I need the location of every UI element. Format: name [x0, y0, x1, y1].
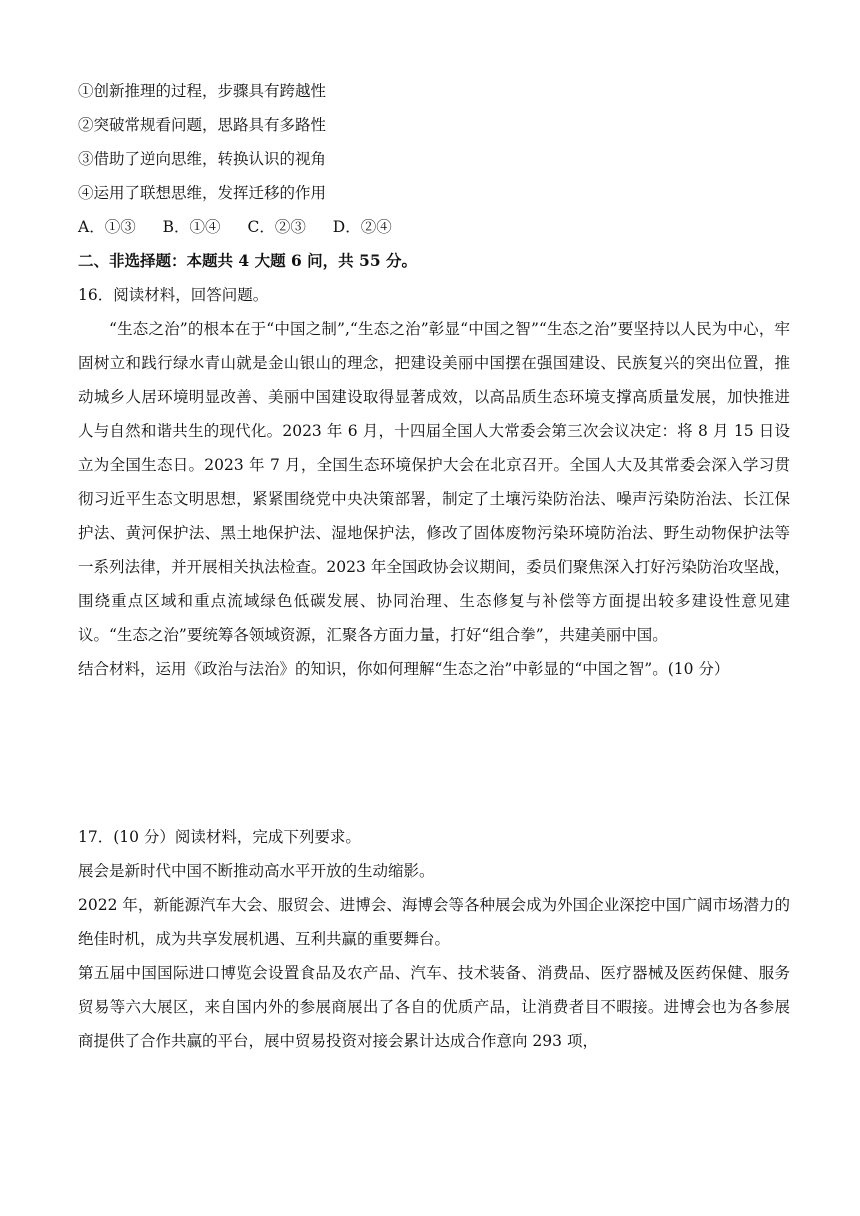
section-heading: 二、非选择题：本题共 4 大题 6 问，共 55 分。 — [78, 251, 418, 270]
q15-options — [78, 210, 790, 244]
q17-stem: 17．(10 分）阅读材料，完成下列要求。 — [78, 828, 361, 846]
q16-question: 结合材料，运用《政治与法治》的知识，你如何理解“生态之治”中彰显的“中国之智”。(10 分） — [78, 660, 730, 678]
q16-answer-space — [78, 686, 790, 820]
q15-option-a: A．①③ — [78, 218, 136, 236]
q15-option-d: D．②④ — [332, 218, 392, 236]
q15-option-c: C．②③ — [247, 218, 306, 236]
q16-material: “生态之治”的根本在于“中国之制”,“生态之治”彰显“中国之智”“生态之治”要坚持以人民为中心，牢固树立和践行绿水青山就是金山银山的理念，把建设美丽中国摆在强国建设、民族复兴的突出位置，推动城乡人居环境明显改善、美丽中国建设取得显著成效，以高品质生态环境支撑高质量发展，加快推进人与自然和谐共生的现代化。2023 年 6 月，十四届全国人大常委会第三次会议决定：将 8 月 15 日设立为全国生态日。2023 年 7 月，全国生态环境保护大会在北京召开。全国人大及其常委会深入学习贯彻习近平生态文明思想，紧紧围绕党中央决策部署，制定了土壤污染防治法、噪声污染防治法、长江保护法、黄河保护法、黑土地保护法、湿地保护法，修改了固体废物污染环境防治法、野生动物保护法等一系列法律，并开展相关执法检查。2023 年全国政协会议期间，委员们聚焦深入打好污染防治攻坚战，围绕重点区域和重点流域绿色低碳发展、协同治理、生态修复与补偿等方面提出较多建设性意见建议。“生态之治”要统筹各领域资源，汇聚各方面力量，打好“组合拳”，共建美丽中国。 — [78, 320, 790, 644]
q15-item-4: ④运用了联想思维，发挥迁移的作用 — [78, 184, 327, 202]
q15-item-3: ③借助了逆向思维，转换认识的视角 — [78, 150, 327, 168]
q17-paragraph-3: 第五届中国国际进口博览会设置食品及农产品、汽车、技术装备、消费品、医疗器械及医药保健、服务贸易等六大展区，来自国内外的参展商展出了各自的优质产品，让消费者目不暇接。进博会也为各参展商提供了合作共赢的平台，展中贸易投资对接会累计达成合作意向 293 项， — [78, 964, 790, 1050]
q17-paragraph-2: 2022 年，新能源汽车大会、服贸会、进博会、海博会等各种展会成为外国企业深挖中国广阔市场潜力的绝佳时机，成为共享发展机遇、互利共赢的重要舞台。 — [78, 896, 790, 948]
q15-item-2: ②突破常规看问题，思路具有多路性 — [78, 116, 327, 134]
q15-option-b: B．①④ — [162, 218, 221, 236]
q17-paragraph-1: 展会是新时代中国不断推动高水平开放的生动缩影。 — [78, 862, 435, 880]
exam-page — [78, 74, 790, 1058]
q15-item-1: ①创新推理的过程，步骤具有跨越性 — [78, 82, 327, 100]
q16-stem: 16．阅读材料，回答问题。 — [78, 286, 269, 304]
